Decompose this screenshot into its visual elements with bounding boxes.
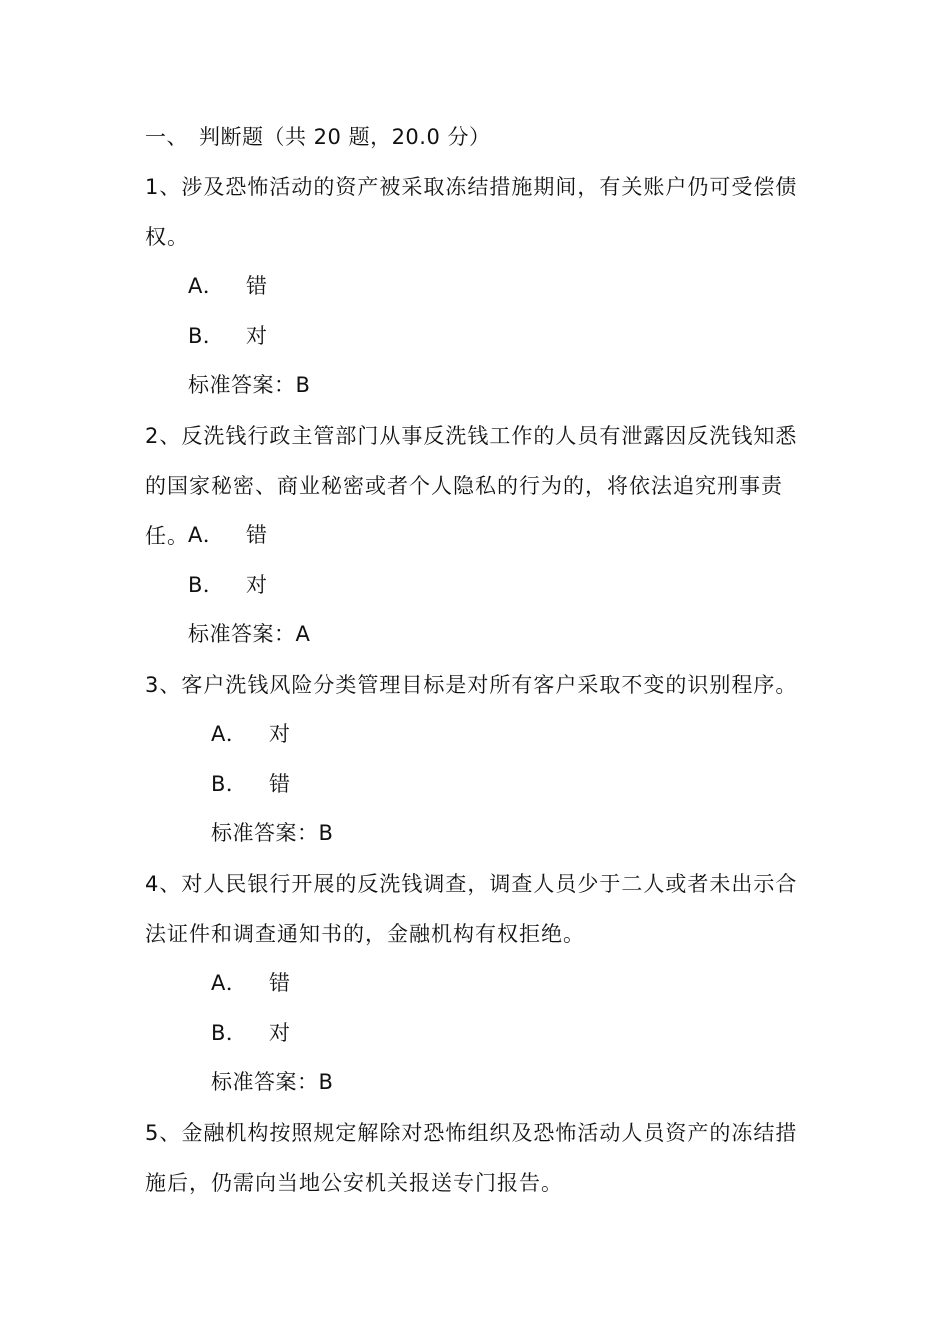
option-key: A． [188, 523, 225, 547]
question-2-text: 2、反洗钱行政主管部门从事反洗钱工作的人员有泄露因反洗钱知悉的国家秘密、商业秘密或者个人隐私的行为的，将依法追究刑事责任。 [145, 424, 798, 548]
option-text: 对 [269, 722, 291, 746]
question-3-text: 3、客户洗钱风险分类管理目标是对所有客户采取不变的识别程序。 [145, 673, 798, 697]
option-key: B． [188, 324, 225, 348]
option-key: B． [188, 573, 225, 597]
question-4-option-a [211, 968, 291, 998]
question-1-text: 1、涉及恐怖活动的资产被采取冻结措施期间，有关账户仍可受偿债权。 [145, 175, 798, 249]
option-key: B． [211, 772, 248, 796]
question-3-option-b [211, 769, 291, 799]
question-2-option-a [188, 520, 268, 550]
option-key: A． [211, 971, 248, 995]
question-1-option-b [188, 321, 268, 351]
question-4-option-b [211, 1018, 291, 1048]
question-1-answer: 标准答案：B [188, 373, 311, 397]
question-1-option-a [188, 271, 268, 301]
option-key: A． [211, 722, 248, 746]
option-text: 错 [246, 523, 268, 547]
option-text: 错 [246, 274, 268, 298]
question-4-answer: 标准答案：B [211, 1070, 334, 1094]
question-4-text: 4、对人民银行开展的反洗钱调查，调查人员少于二人或者未出示合法证件和调查通知书的，金融机构有权拒绝。 [145, 872, 798, 946]
section-title: 一、 判断题（共 20 题，20.0 分） [145, 125, 491, 149]
question-3-answer: 标准答案：B [211, 821, 334, 845]
question-3-option-a [211, 719, 291, 749]
option-text: 对 [246, 324, 268, 348]
option-text: 错 [269, 971, 291, 995]
option-key: B． [211, 1021, 248, 1045]
question-2-option-b [188, 570, 268, 600]
option-key: A． [188, 274, 225, 298]
question-2-answer: 标准答案：A [188, 622, 311, 646]
option-text: 对 [269, 1021, 291, 1045]
option-text: 对 [246, 573, 268, 597]
question-5-text: 5、金融机构按照规定解除对恐怖组织及恐怖活动人员资产的冻结措施后，仍需向当地公安机关报送专门报告。 [145, 1121, 798, 1195]
option-text: 错 [269, 772, 291, 796]
